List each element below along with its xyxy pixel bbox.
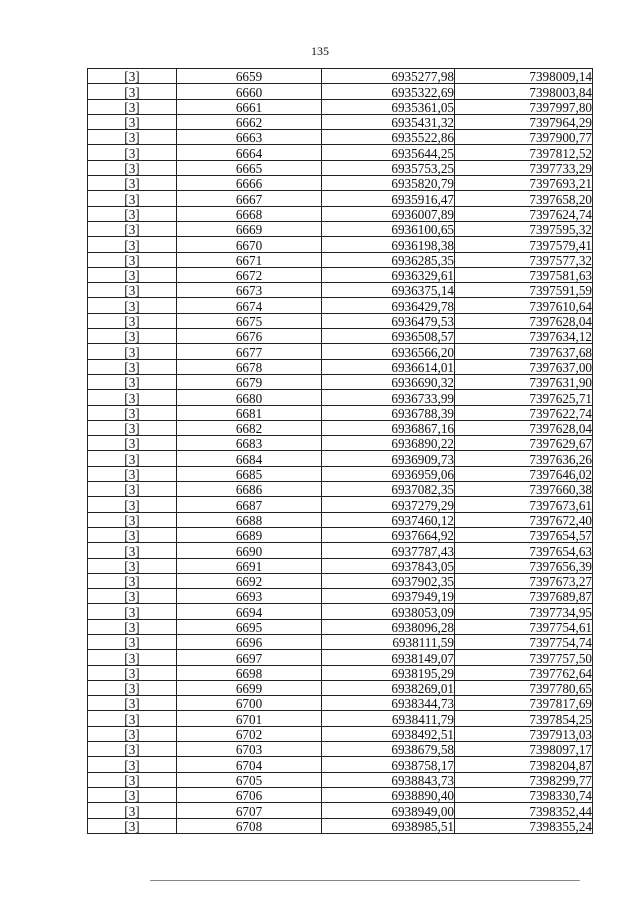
- x-coordinate-cell: 6935431,32: [322, 114, 455, 129]
- table-row: [88, 742, 593, 757]
- x-coordinate-cell: 6936198,38: [322, 237, 455, 252]
- y-coordinate-cell: 7398352,44: [455, 803, 593, 818]
- x-coordinate-cell: 6938344,73: [322, 696, 455, 711]
- point-number-cell: 6694: [177, 604, 322, 619]
- table-row: [88, 130, 593, 145]
- reference-cell: [3]: [88, 390, 177, 405]
- reference-cell: [3]: [88, 696, 177, 711]
- y-coordinate-cell: 7397636,26: [455, 451, 593, 466]
- point-number-cell: 6669: [177, 221, 322, 236]
- reference-cell: [3]: [88, 420, 177, 435]
- y-coordinate-cell: 7397595,32: [455, 221, 593, 236]
- point-number-cell: 6664: [177, 145, 322, 160]
- y-coordinate-cell: 7397660,38: [455, 482, 593, 497]
- x-coordinate-cell: 6938985,51: [322, 818, 455, 833]
- point-number-cell: 6684: [177, 451, 322, 466]
- y-coordinate-cell: 7397817,69: [455, 696, 593, 711]
- table-row: [88, 405, 593, 420]
- table-row: [88, 772, 593, 787]
- table-row: [88, 711, 593, 726]
- x-coordinate-cell: 6937460,12: [322, 512, 455, 527]
- x-coordinate-cell: 6936429,78: [322, 298, 455, 313]
- reference-cell: [3]: [88, 818, 177, 833]
- table-row: [88, 818, 593, 833]
- reference-cell: [3]: [88, 803, 177, 818]
- point-number-cell: 6668: [177, 206, 322, 221]
- table-row: [88, 283, 593, 298]
- point-number-cell: 6707: [177, 803, 322, 818]
- x-coordinate-cell: 6936329,61: [322, 267, 455, 282]
- y-coordinate-cell: 7397689,87: [455, 589, 593, 604]
- table-row: [88, 757, 593, 772]
- coordinates-table-body: [88, 69, 593, 834]
- x-coordinate-cell: 6938890,40: [322, 787, 455, 802]
- reference-cell: [3]: [88, 145, 177, 160]
- x-coordinate-cell: 6936690,32: [322, 374, 455, 389]
- x-coordinate-cell: 6936890,22: [322, 436, 455, 451]
- point-number-cell: 6708: [177, 818, 322, 833]
- y-coordinate-cell: 7397637,68: [455, 344, 593, 359]
- table-row: [88, 558, 593, 573]
- y-coordinate-cell: 7397579,41: [455, 237, 593, 252]
- x-coordinate-cell: 6937843,05: [322, 558, 455, 573]
- x-coordinate-cell: 6937664,92: [322, 527, 455, 542]
- y-coordinate-cell: 7397733,29: [455, 160, 593, 175]
- y-coordinate-cell: 7397734,95: [455, 604, 593, 619]
- table-row: [88, 69, 593, 84]
- reference-cell: [3]: [88, 650, 177, 665]
- x-coordinate-cell: 6935361,05: [322, 99, 455, 114]
- table-row: [88, 374, 593, 389]
- reference-cell: [3]: [88, 527, 177, 542]
- y-coordinate-cell: 7398299,77: [455, 772, 593, 787]
- point-number-cell: 6690: [177, 543, 322, 558]
- table-row: [88, 252, 593, 267]
- table-row: [88, 313, 593, 328]
- table-row: [88, 619, 593, 634]
- x-coordinate-cell: 6938111,59: [322, 634, 455, 649]
- x-coordinate-cell: 6938492,51: [322, 726, 455, 741]
- x-coordinate-cell: 6937279,29: [322, 497, 455, 512]
- y-coordinate-cell: 7397625,71: [455, 390, 593, 405]
- table-row: [88, 696, 593, 711]
- point-number-cell: 6678: [177, 359, 322, 374]
- y-coordinate-cell: 7398355,24: [455, 818, 593, 833]
- point-number-cell: 6670: [177, 237, 322, 252]
- table-row: [88, 114, 593, 129]
- x-coordinate-cell: 6935820,79: [322, 176, 455, 191]
- reference-cell: [3]: [88, 742, 177, 757]
- point-number-cell: 6702: [177, 726, 322, 741]
- coordinates-table: [87, 68, 593, 834]
- point-number-cell: 6674: [177, 298, 322, 313]
- x-coordinate-cell: 6937082,35: [322, 482, 455, 497]
- point-number-cell: 6659: [177, 69, 322, 84]
- reference-cell: [3]: [88, 221, 177, 236]
- y-coordinate-cell: 7397754,61: [455, 619, 593, 634]
- table-row: [88, 604, 593, 619]
- y-coordinate-cell: 7397646,02: [455, 466, 593, 481]
- point-number-cell: 6671: [177, 252, 322, 267]
- y-coordinate-cell: 7397577,32: [455, 252, 593, 267]
- table-row: [88, 634, 593, 649]
- reference-cell: [3]: [88, 482, 177, 497]
- point-number-cell: 6660: [177, 84, 322, 99]
- y-coordinate-cell: 7397656,39: [455, 558, 593, 573]
- table-row: [88, 451, 593, 466]
- table-row: [88, 267, 593, 282]
- y-coordinate-cell: 7397628,04: [455, 313, 593, 328]
- y-coordinate-cell: 7397622,74: [455, 405, 593, 420]
- point-number-cell: 6686: [177, 482, 322, 497]
- x-coordinate-cell: 6936614,01: [322, 359, 455, 374]
- y-coordinate-cell: 7397900,77: [455, 130, 593, 145]
- reference-cell: [3]: [88, 176, 177, 191]
- point-number-cell: 6705: [177, 772, 322, 787]
- reference-cell: [3]: [88, 711, 177, 726]
- reference-cell: [3]: [88, 374, 177, 389]
- point-number-cell: 6701: [177, 711, 322, 726]
- reference-cell: [3]: [88, 344, 177, 359]
- x-coordinate-cell: 6935644,25: [322, 145, 455, 160]
- reference-cell: [3]: [88, 787, 177, 802]
- x-coordinate-cell: 6935916,47: [322, 191, 455, 206]
- x-coordinate-cell: 6936909,73: [322, 451, 455, 466]
- point-number-cell: 6706: [177, 787, 322, 802]
- y-coordinate-cell: 7397762,64: [455, 665, 593, 680]
- point-number-cell: 6691: [177, 558, 322, 573]
- table-row: [88, 84, 593, 99]
- point-number-cell: 6680: [177, 390, 322, 405]
- table-row: [88, 237, 593, 252]
- x-coordinate-cell: 6938411,79: [322, 711, 455, 726]
- point-number-cell: 6675: [177, 313, 322, 328]
- point-number-cell: 6667: [177, 191, 322, 206]
- y-coordinate-cell: 7397693,21: [455, 176, 593, 191]
- table-row: [88, 160, 593, 175]
- reference-cell: [3]: [88, 405, 177, 420]
- reference-cell: [3]: [88, 359, 177, 374]
- reference-cell: [3]: [88, 313, 177, 328]
- reference-cell: [3]: [88, 680, 177, 695]
- table-row: [88, 390, 593, 405]
- table-row: [88, 436, 593, 451]
- x-coordinate-cell: 6936566,20: [322, 344, 455, 359]
- reference-cell: [3]: [88, 466, 177, 481]
- x-coordinate-cell: 6938053,09: [322, 604, 455, 619]
- table-row: [88, 359, 593, 374]
- reference-cell: [3]: [88, 543, 177, 558]
- point-number-cell: 6689: [177, 527, 322, 542]
- y-coordinate-cell: 7397637,00: [455, 359, 593, 374]
- y-coordinate-cell: 7397673,61: [455, 497, 593, 512]
- page-number: 135: [311, 44, 329, 58]
- point-number-cell: 6676: [177, 329, 322, 344]
- reference-cell: [3]: [88, 558, 177, 573]
- x-coordinate-cell: 6935522,86: [322, 130, 455, 145]
- table-row: [88, 344, 593, 359]
- reference-cell: [3]: [88, 665, 177, 680]
- x-coordinate-cell: 6936867,16: [322, 420, 455, 435]
- table-row: [88, 329, 593, 344]
- point-number-cell: 6683: [177, 436, 322, 451]
- point-number-cell: 6698: [177, 665, 322, 680]
- x-coordinate-cell: 6937787,43: [322, 543, 455, 558]
- y-coordinate-cell: 7397628,04: [455, 420, 593, 435]
- table-row: [88, 497, 593, 512]
- reference-cell: [3]: [88, 573, 177, 588]
- point-number-cell: 6703: [177, 742, 322, 757]
- reference-cell: [3]: [88, 114, 177, 129]
- y-coordinate-cell: 7397780,65: [455, 680, 593, 695]
- x-coordinate-cell: 6936375,14: [322, 283, 455, 298]
- x-coordinate-cell: 6937902,35: [322, 573, 455, 588]
- point-number-cell: 6700: [177, 696, 322, 711]
- point-number-cell: 6677: [177, 344, 322, 359]
- point-number-cell: 6704: [177, 757, 322, 772]
- reference-cell: [3]: [88, 497, 177, 512]
- reference-cell: [3]: [88, 436, 177, 451]
- point-number-cell: 6699: [177, 680, 322, 695]
- reference-cell: [3]: [88, 329, 177, 344]
- table-row: [88, 206, 593, 221]
- x-coordinate-cell: 6938269,01: [322, 680, 455, 695]
- y-coordinate-cell: 7397629,67: [455, 436, 593, 451]
- table-row: [88, 176, 593, 191]
- reference-cell: [3]: [88, 512, 177, 527]
- reference-cell: [3]: [88, 160, 177, 175]
- table-row: [88, 787, 593, 802]
- x-coordinate-cell: 6936007,89: [322, 206, 455, 221]
- reference-cell: [3]: [88, 267, 177, 282]
- table-row: [88, 573, 593, 588]
- table-row: [88, 298, 593, 313]
- y-coordinate-cell: 7398204,87: [455, 757, 593, 772]
- table-row: [88, 221, 593, 236]
- point-number-cell: 6662: [177, 114, 322, 129]
- footer-rule: [150, 880, 580, 881]
- table-row: [88, 665, 593, 680]
- y-coordinate-cell: 7397591,59: [455, 283, 593, 298]
- reference-cell: [3]: [88, 772, 177, 787]
- reference-cell: [3]: [88, 298, 177, 313]
- reference-cell: [3]: [88, 191, 177, 206]
- y-coordinate-cell: 7397654,63: [455, 543, 593, 558]
- table-row: [88, 512, 593, 527]
- x-coordinate-cell: 6938679,58: [322, 742, 455, 757]
- reference-cell: [3]: [88, 619, 177, 634]
- reference-cell: [3]: [88, 604, 177, 619]
- x-coordinate-cell: 6935322,69: [322, 84, 455, 99]
- y-coordinate-cell: 7397757,50: [455, 650, 593, 665]
- point-number-cell: 6693: [177, 589, 322, 604]
- table-row: [88, 650, 593, 665]
- x-coordinate-cell: 6938949,00: [322, 803, 455, 818]
- x-coordinate-cell: 6938195,29: [322, 665, 455, 680]
- point-number-cell: 6695: [177, 619, 322, 634]
- reference-cell: [3]: [88, 589, 177, 604]
- x-coordinate-cell: 6936788,39: [322, 405, 455, 420]
- reference-cell: [3]: [88, 84, 177, 99]
- point-number-cell: 6692: [177, 573, 322, 588]
- y-coordinate-cell: 7397812,52: [455, 145, 593, 160]
- table-row: [88, 482, 593, 497]
- x-coordinate-cell: 6936285,35: [322, 252, 455, 267]
- table-row: [88, 191, 593, 206]
- y-coordinate-cell: 7397672,40: [455, 512, 593, 527]
- point-number-cell: 6673: [177, 283, 322, 298]
- point-number-cell: 6682: [177, 420, 322, 435]
- point-number-cell: 6666: [177, 176, 322, 191]
- y-coordinate-cell: 7397610,64: [455, 298, 593, 313]
- reference-cell: [3]: [88, 634, 177, 649]
- y-coordinate-cell: 7397581,63: [455, 267, 593, 282]
- x-coordinate-cell: 6935753,25: [322, 160, 455, 175]
- reference-cell: [3]: [88, 283, 177, 298]
- x-coordinate-cell: 6936733,99: [322, 390, 455, 405]
- point-number-cell: 6679: [177, 374, 322, 389]
- x-coordinate-cell: 6936508,57: [322, 329, 455, 344]
- x-coordinate-cell: 6935277,98: [322, 69, 455, 84]
- y-coordinate-cell: 7398097,17: [455, 742, 593, 757]
- reference-cell: [3]: [88, 206, 177, 221]
- y-coordinate-cell: 7397964,29: [455, 114, 593, 129]
- point-number-cell: 6696: [177, 634, 322, 649]
- table-row: [88, 589, 593, 604]
- y-coordinate-cell: 7397631,90: [455, 374, 593, 389]
- reference-cell: [3]: [88, 757, 177, 772]
- point-number-cell: 6685: [177, 466, 322, 481]
- reference-cell: [3]: [88, 252, 177, 267]
- y-coordinate-cell: 7397854,25: [455, 711, 593, 726]
- y-coordinate-cell: 7397997,80: [455, 99, 593, 114]
- reference-cell: [3]: [88, 130, 177, 145]
- point-number-cell: 6687: [177, 497, 322, 512]
- y-coordinate-cell: 7397634,12: [455, 329, 593, 344]
- x-coordinate-cell: 6936479,53: [322, 313, 455, 328]
- y-coordinate-cell: 7398003,84: [455, 84, 593, 99]
- x-coordinate-cell: 6936100,65: [322, 221, 455, 236]
- y-coordinate-cell: 7398009,14: [455, 69, 593, 84]
- y-coordinate-cell: 7397673,27: [455, 573, 593, 588]
- reference-cell: [3]: [88, 451, 177, 466]
- point-number-cell: 6681: [177, 405, 322, 420]
- y-coordinate-cell: 7397624,74: [455, 206, 593, 221]
- point-number-cell: 6688: [177, 512, 322, 527]
- y-coordinate-cell: 7397654,57: [455, 527, 593, 542]
- point-number-cell: 6663: [177, 130, 322, 145]
- reference-cell: [3]: [88, 726, 177, 741]
- table-row: [88, 99, 593, 114]
- y-coordinate-cell: 7397913,03: [455, 726, 593, 741]
- x-coordinate-cell: 6938758,17: [322, 757, 455, 772]
- point-number-cell: 6697: [177, 650, 322, 665]
- point-number-cell: 6665: [177, 160, 322, 175]
- table-row: [88, 527, 593, 542]
- x-coordinate-cell: 6938843,73: [322, 772, 455, 787]
- x-coordinate-cell: 6937949,19: [322, 589, 455, 604]
- reference-cell: [3]: [88, 69, 177, 84]
- point-number-cell: 6672: [177, 267, 322, 282]
- point-number-cell: 6661: [177, 99, 322, 114]
- table-row: [88, 726, 593, 741]
- y-coordinate-cell: 7397754,74: [455, 634, 593, 649]
- table-row: [88, 420, 593, 435]
- table-row: [88, 466, 593, 481]
- table-row: [88, 145, 593, 160]
- table-row: [88, 543, 593, 558]
- reference-cell: [3]: [88, 99, 177, 114]
- y-coordinate-cell: 7398330,74: [455, 787, 593, 802]
- y-coordinate-cell: 7397658,20: [455, 191, 593, 206]
- x-coordinate-cell: 6938149,07: [322, 650, 455, 665]
- x-coordinate-cell: 6938096,28: [322, 619, 455, 634]
- reference-cell: [3]: [88, 237, 177, 252]
- table-row: [88, 680, 593, 695]
- table-row: [88, 803, 593, 818]
- x-coordinate-cell: 6936959,06: [322, 466, 455, 481]
